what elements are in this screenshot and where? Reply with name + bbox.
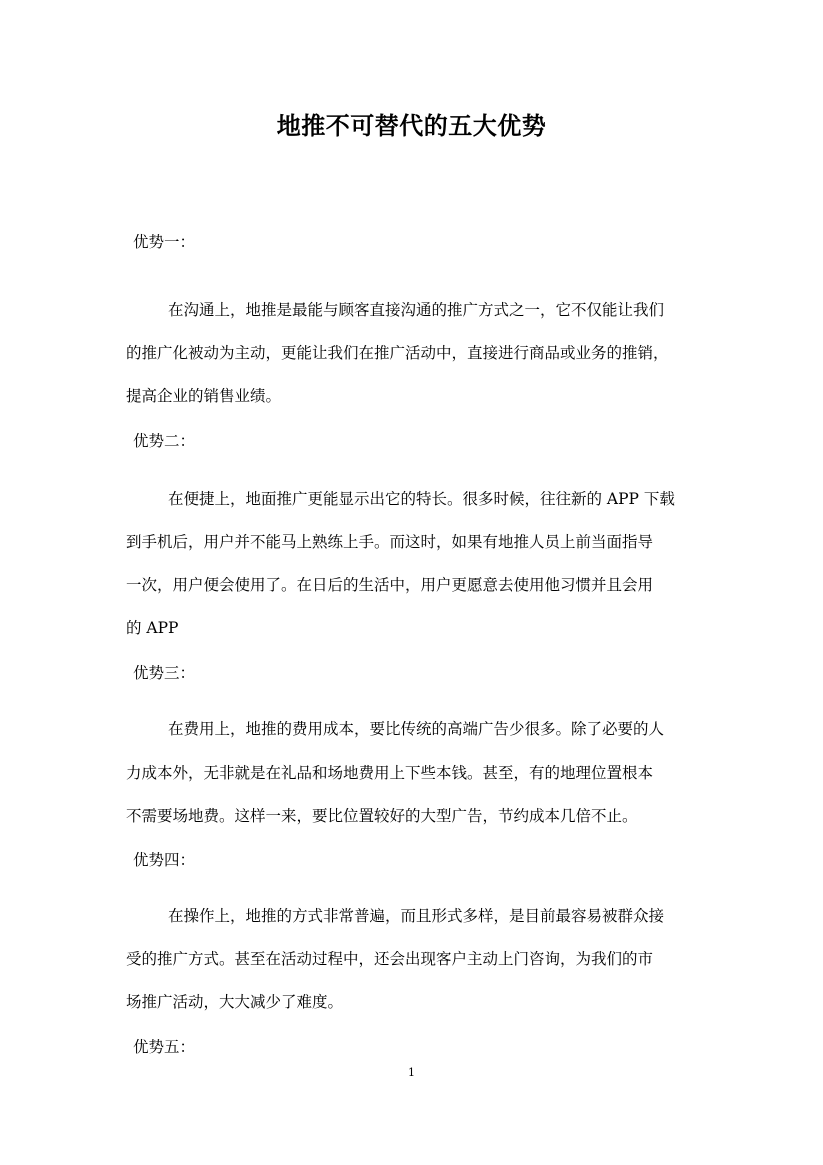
section-heading-3: 优势三：	[133, 664, 196, 682]
paragraph-line: 在费用上，地推的费用成本，要比传统的高端广告少很多。除了必要的人	[168, 720, 665, 738]
paragraph-line: 不需要场地费。这样一来，要比位置较好的大型广告，节约成本几倍不止。	[126, 807, 638, 825]
section-heading-4: 优势四：	[133, 851, 196, 869]
page-number: 1	[408, 1066, 415, 1079]
paragraph-line: 场推广活动，大大减少了难度。	[126, 993, 344, 1011]
paragraph-line: 一次，用户便会使用了。在日后的生活中，用户更愿意去使用他习惯并且会用	[126, 576, 654, 594]
paragraph-line: 受的推广方式。甚至在活动过程中，还会出现客户主动上门咨询，为我们的市	[126, 950, 654, 968]
paragraph-line: 到手机后，用户并不能马上熟练上手。而这时，如果有地推人员上前当面指导	[126, 533, 654, 551]
paragraph-line: 的 APP	[126, 619, 179, 637]
paragraph-line: 在便捷上，地面推广更能显示出它的特长。很多时候，往往新的 APP 下载	[168, 490, 675, 508]
paragraph-line: 力成本外，无非就是在礼品和场地费用上下些本钱。甚至，有的地理位置根本	[126, 764, 654, 782]
paragraph-line: 在操作上，地推的方式非常普遍，而且形式多样，是目前最容易被群众接	[168, 907, 665, 925]
paragraph-line: 在沟通上，地推是最能与顾客直接沟通的推广方式之一，它不仅能让我们	[168, 301, 665, 319]
paragraph-line: 的推广化被动为主动，更能让我们在推广活动中，直接进行商品或业务的推销，	[126, 344, 669, 362]
paragraph-line: 提高企业的销售业绩。	[126, 387, 282, 405]
document-title: 地推不可替代的五大优势	[276, 111, 547, 140]
section-heading-2: 优势二：	[133, 432, 196, 450]
section-heading-5: 优势五：	[133, 1038, 196, 1056]
section-heading-1: 优势一：	[133, 233, 196, 251]
